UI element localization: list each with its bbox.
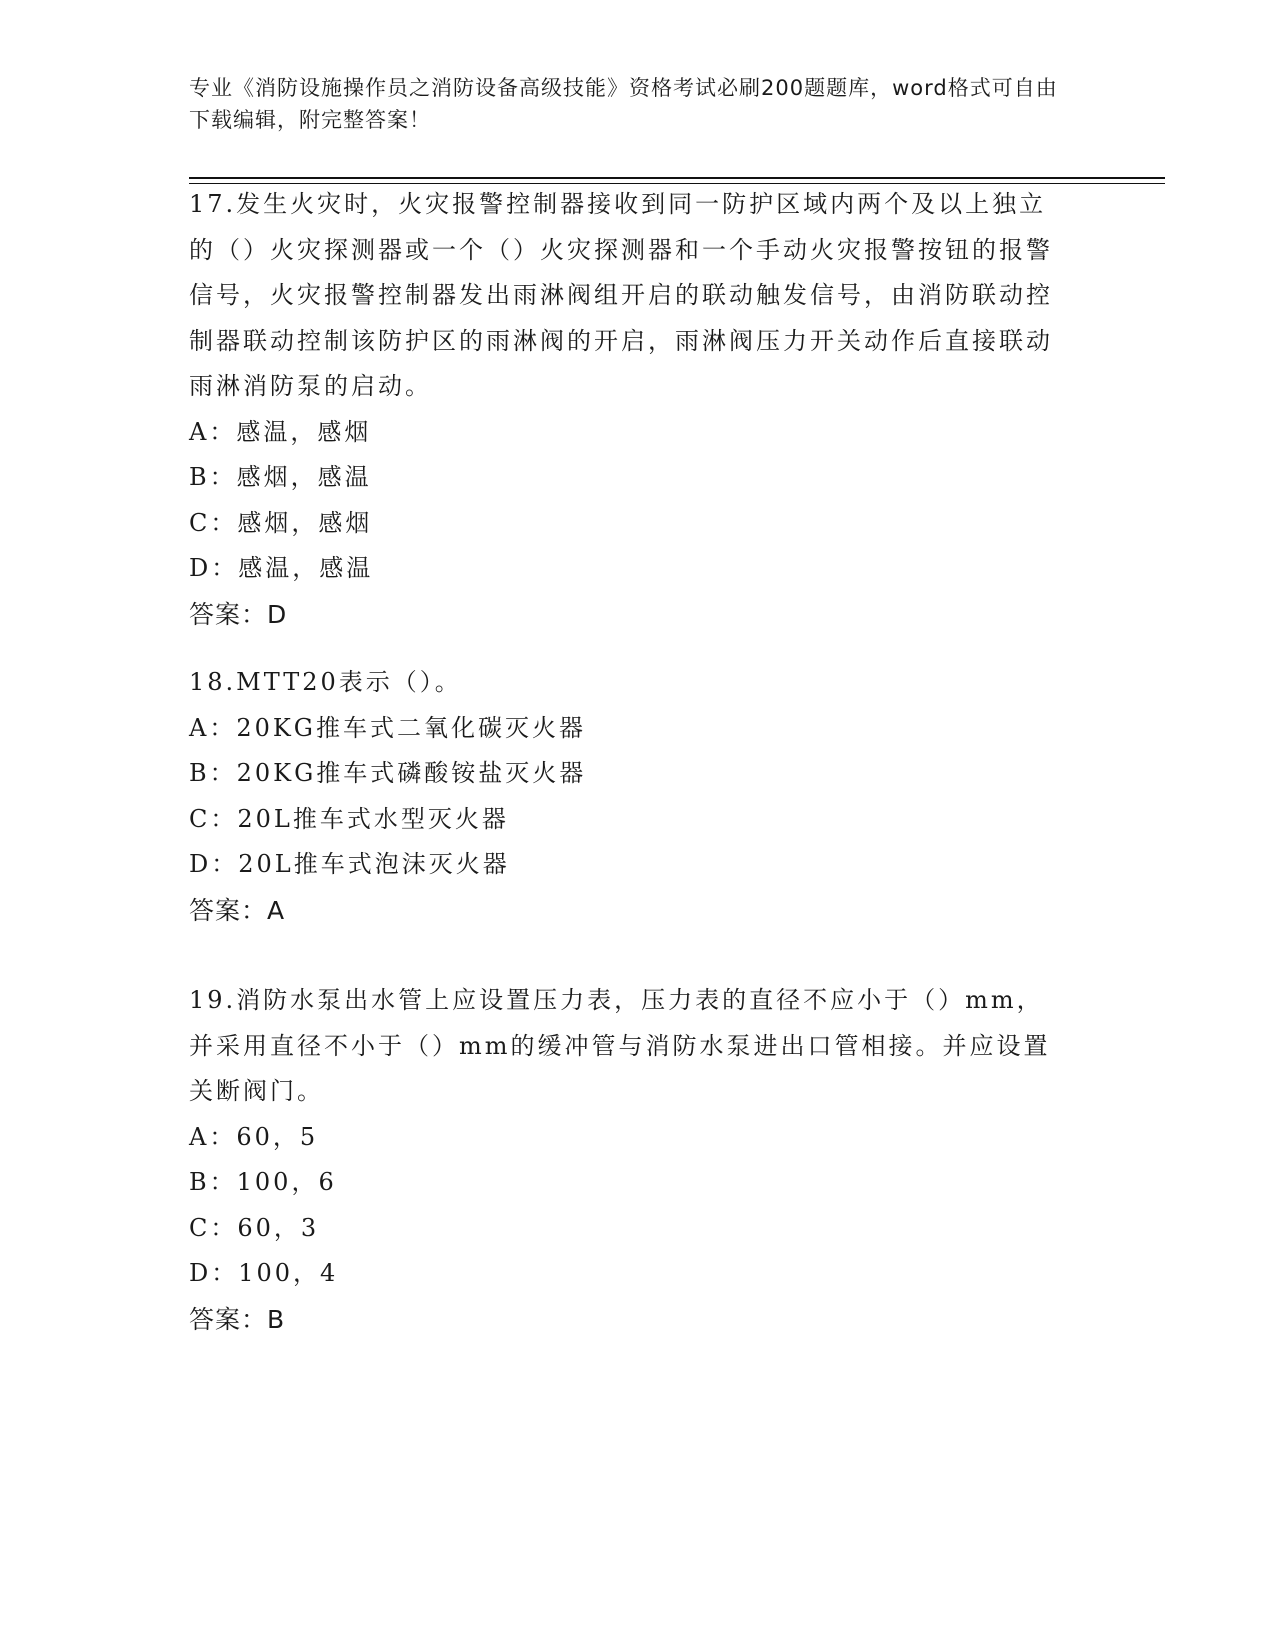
question-17 [189,182,1089,637]
option-a: A：60，5 [189,1122,319,1151]
option-d: D：20L推车式泡沫灭火器 [189,850,510,878]
option-d: D：100，4 [189,1259,339,1287]
answer: 答案：D [189,599,288,629]
question-stem: 17.发生火灾时，火灾报警控制器接收到同一防护区域内两个及以上独立的（）火灾探测器或一个（）火灾探测器和一个手动火灾报警按钮的报警信号，火灾报警控制器发出雨淋阀组开启的联动触发信号，由消防联动控制器联动控制该防护区的雨淋阀的开启，雨淋阀压力开关动作后直接联动雨淋消防泵的启动。 [189,190,1053,400]
question-stem: 19.消防水泵出水管上应设置压力表，压力表的直径不应小于（）mm，并采用直径不小于（）mm的缓冲管与消防水泵进出口管相接。并应设置关断阀门。 [189,986,1051,1105]
document-header: 专业《消防设施操作员之消防设备高级技能》资格考试必刷200题题库，word格式可自由下载编辑，附完整答案！ [189,76,1058,132]
question-stem: 18.MTT20表示（）。 [189,668,462,696]
option-d: D：感温，感温 [189,554,374,582]
option-b: B：感烟，感温 [189,463,372,491]
question-19 [189,978,1089,1342]
question-18 [189,660,1089,933]
option-b: B：20KG推车式磷酸铵盐灭火器 [189,759,587,787]
answer: 答案：A [189,895,286,925]
option-b: B：100，6 [189,1168,337,1196]
option-a: A：感温，感烟 [189,417,372,446]
option-a: A：20KG推车式二氧化碳灭火器 [189,713,586,742]
option-c: C：60，3 [189,1213,320,1242]
answer: 答案：B [189,1304,286,1334]
option-c: C：20L推车式水型灭火器 [189,804,509,833]
option-c: C：感烟，感烟 [189,508,373,537]
header-divider-thick [189,177,1165,179]
